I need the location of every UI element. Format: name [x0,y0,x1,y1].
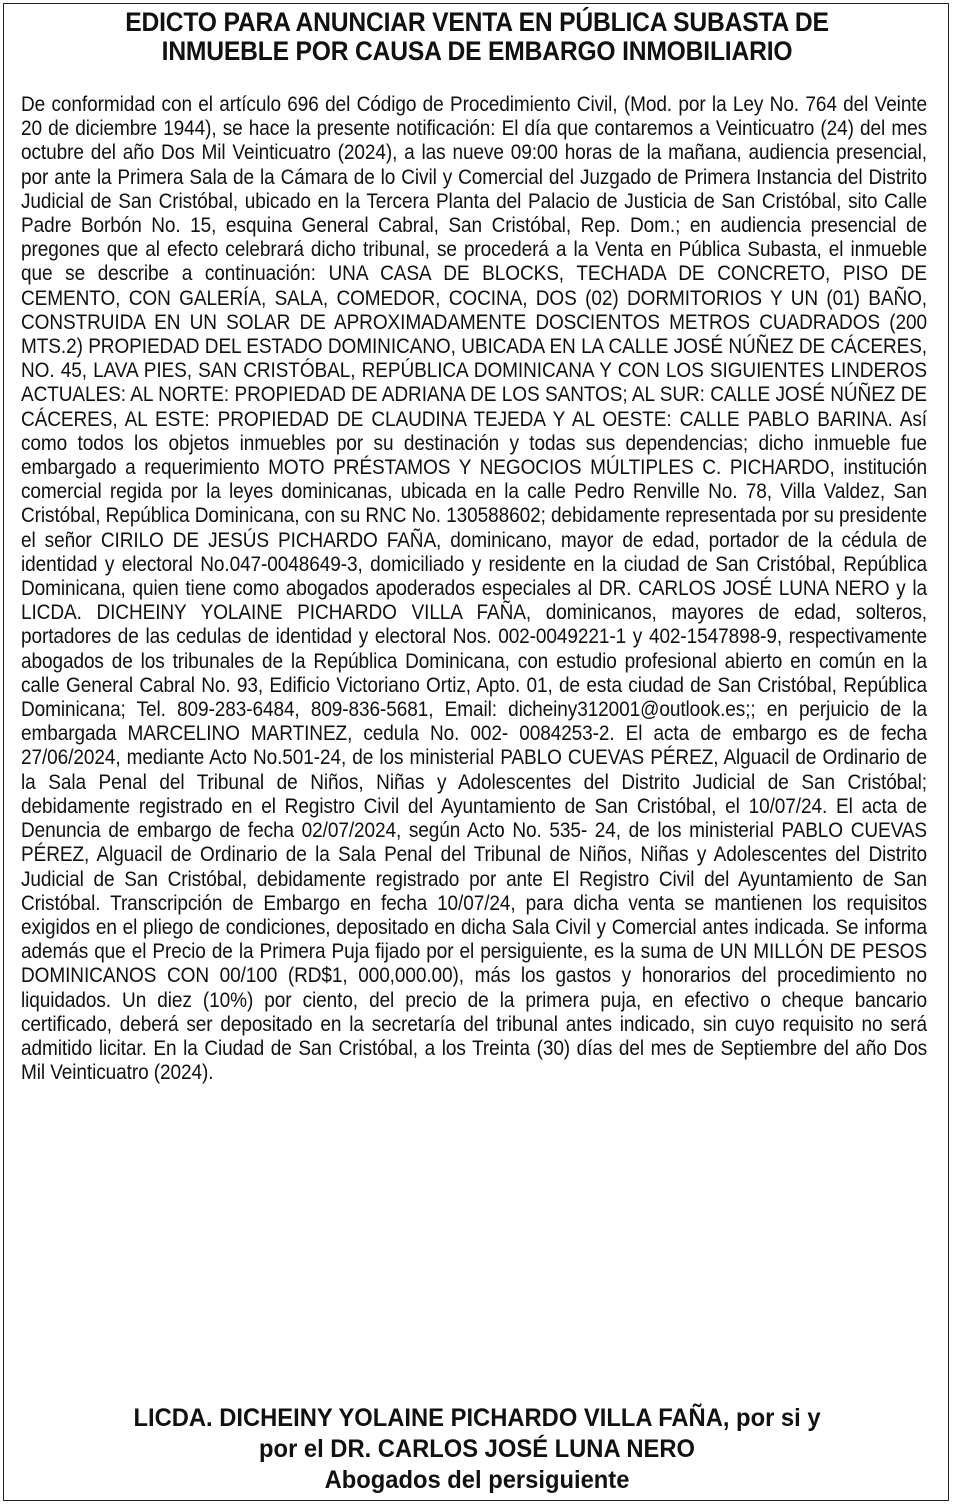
signature-line-3: Abogados del persiguiente [324,1466,630,1494]
notice-title-line-2: INMUEBLE POR CAUSA DE EMBARGO INMOBILIARIO [161,36,793,66]
notice-body: De conformidad con el artículo 696 del Código de Procedimiento Civil, (Mod. por la Ley No. 764 del Veinte 20 de diciembre 1944), se hace la presente notificación: El día que contaremos a Veinticuatro (24) del mes octubre del año Dos Mil Veinticuatro (2024), a las nueve 09:00 horas de la mañana, audiencia presencial, por ante la Primera Sala de la Cámara de lo Civil y Comercial del Juzgado de Primera Instancia del Distrito Judicial de San Cristóbal, ubicado en la Tercera Planta del Palacio de Justicia de San Cristóbal, sito Calle Padre Borbón No. 15, esquina General Cabral, San Cristóbal, Rep. Dom.; en audiencia presencial de pregones que al efecto celebrará dicho tribunal, se procederá a la Venta en Pública Subasta, el inmueble que se describe a continuación: UNA CASA DE BLOCKS, TECHADA DE CONCRETO, PISO DE CEMENTO, CON GALERÍA, SALA, COMEDOR, COCINA, DOS (02) DORMITORIOS Y UN (01) BAÑO, CONSTRUIDA EN UN SOLAR DE APROXIMADAMENTE DOSCIENTOS METROS CUADRADOS (200 MTS.2) PROPIEDAD DEL ESTADO DOMINICANO, UBICADA EN LA CALLE JOSÉ NÚÑEZ DE CÁCERES, NO. 45, LAVA PIES, SAN CRISTÓBAL, REPÚBLICA DOMINICANA Y CON LOS SIGUIENTES LINDEROS ACTUALES: AL NORTE: PROPIEDAD DE ADRIANA DE LOS SANTOS; AL SUR: CALLE JOSÉ NÚÑEZ DE CÁCERES, AL ESTE: PROPIEDAD DE CLAUDINA TEJEDA Y AL OESTE: CALLE PABLO BARINA. Así como todos los objetos inmuebles por su destinación y todas sus dependencias; dicho inmueble fue embargado a requerimiento MOTO PRÉSTAMOS Y NEGOCIOS MÚLTIPLES C. PICHARDO, institución comercial regida por la leyes dominicanas, ubicada en la calle Pedro Renville No. 78, Villa Valdez, San Cristóbal, República Dominicana, con su RNC No. 130588602; debidamente representada por su presidente el señor CIRILO DE JESÚS PICHARDO FAÑA, dominicano, mayor de edad, portador de la cédula de identidad y electoral No.047-0048649-3, domiciliado y residente en la ciudad de San Cristóbal, República Dominicana, quien tiene como abogados apoderados especiales al DR. CARLOS JOSÉ LUNA NERO y la LICDA. DICHEINY YOLAINE PICHARDO VILLA FAÑA, dominicanos, mayores de edad, solteros, portadores de las cedulas de identidad y electoral Nos. 002-0049221-1 y 402-1547898-9, respectivamente abogados de los tribunales de la República Dominicana, con estudio profesional abierto en común en la calle General Cabral No. 93, Edificio Victoriano Ortiz, Apto. 01, de esta ciudad de San Cristóbal, República Dominicana; Tel. 809-283-6484, 809-836-5681, Email: dicheiny312001@outlook.es;; en perjuicio de la embargada MARCELINO MARTINEZ, cedula No. 002- 0084253-2. El acta de embargo es de fecha 27/06/2024, mediante Acto No.501-24, de los ministerial PABLO CUEVAS PÉREZ, Alguacil de Ordinario de la Sala Penal del Tribunal de Niños, Niñas y Adolescentes del Distrito Judicial de San Cristóbal; debidamente registrado en el Registro Civil del Ayuntamiento de San Cristóbal, el 10/07/24. El acta de Denuncia de embargo de fecha 02/07/2024, según Acto No. 535- 24, de los ministerial PABLO CUEVAS PÉREZ, Alguacil de Ordinario de la Sala Penal del Tribunal de Niños, Niñas y Adolescentes del Distrito Judicial de San Cristóbal, debidamente registrado por ante El Registro Civil del Ayuntamiento de San Cristóbal. Transcripción de Embargo en fecha 10/07/24, para dicha venta se mantienen los requisitos exigidos en el pliego de condiciones, depositado en dicha Sala Civil y Comercial antes indicada. Se informa además que el Precio de la Primera Puja fijado por el persiguiente, es la suma de UN MILLÓN DE PESOS DOMINICANOS CON 00/100 (RD$1, 000,000.00), más los gastos y honorarios del procedimiento no liquidados. Un diez (10%) por ciento, del precio de la primera puja, en efectivo o cheque bancario certificado, deberá ser depositado en la secretaría del tribunal antes indicado, sin cuyo requisito no será admitido licitar. En la Ciudad de San Cristóbal, a los Treinta (30) días del mes de Septiembre del año Dos Mil Veinticuatro (2024). [21,93,927,1085]
notice-title [52,8,902,66]
signature-line-2: por el DR. CARLOS JOSÉ LUNA NERO [259,1435,695,1463]
notice-title-line-1: EDICTO PARA ANUNCIAR VENTA EN PÚBLICA SUBASTA DE [125,7,829,37]
signature-line-1: LICDA. DICHEINY YOLAINE PICHARDO VILLA FAÑA, por si y [133,1404,821,1432]
notice-signature [43,1403,911,1496]
